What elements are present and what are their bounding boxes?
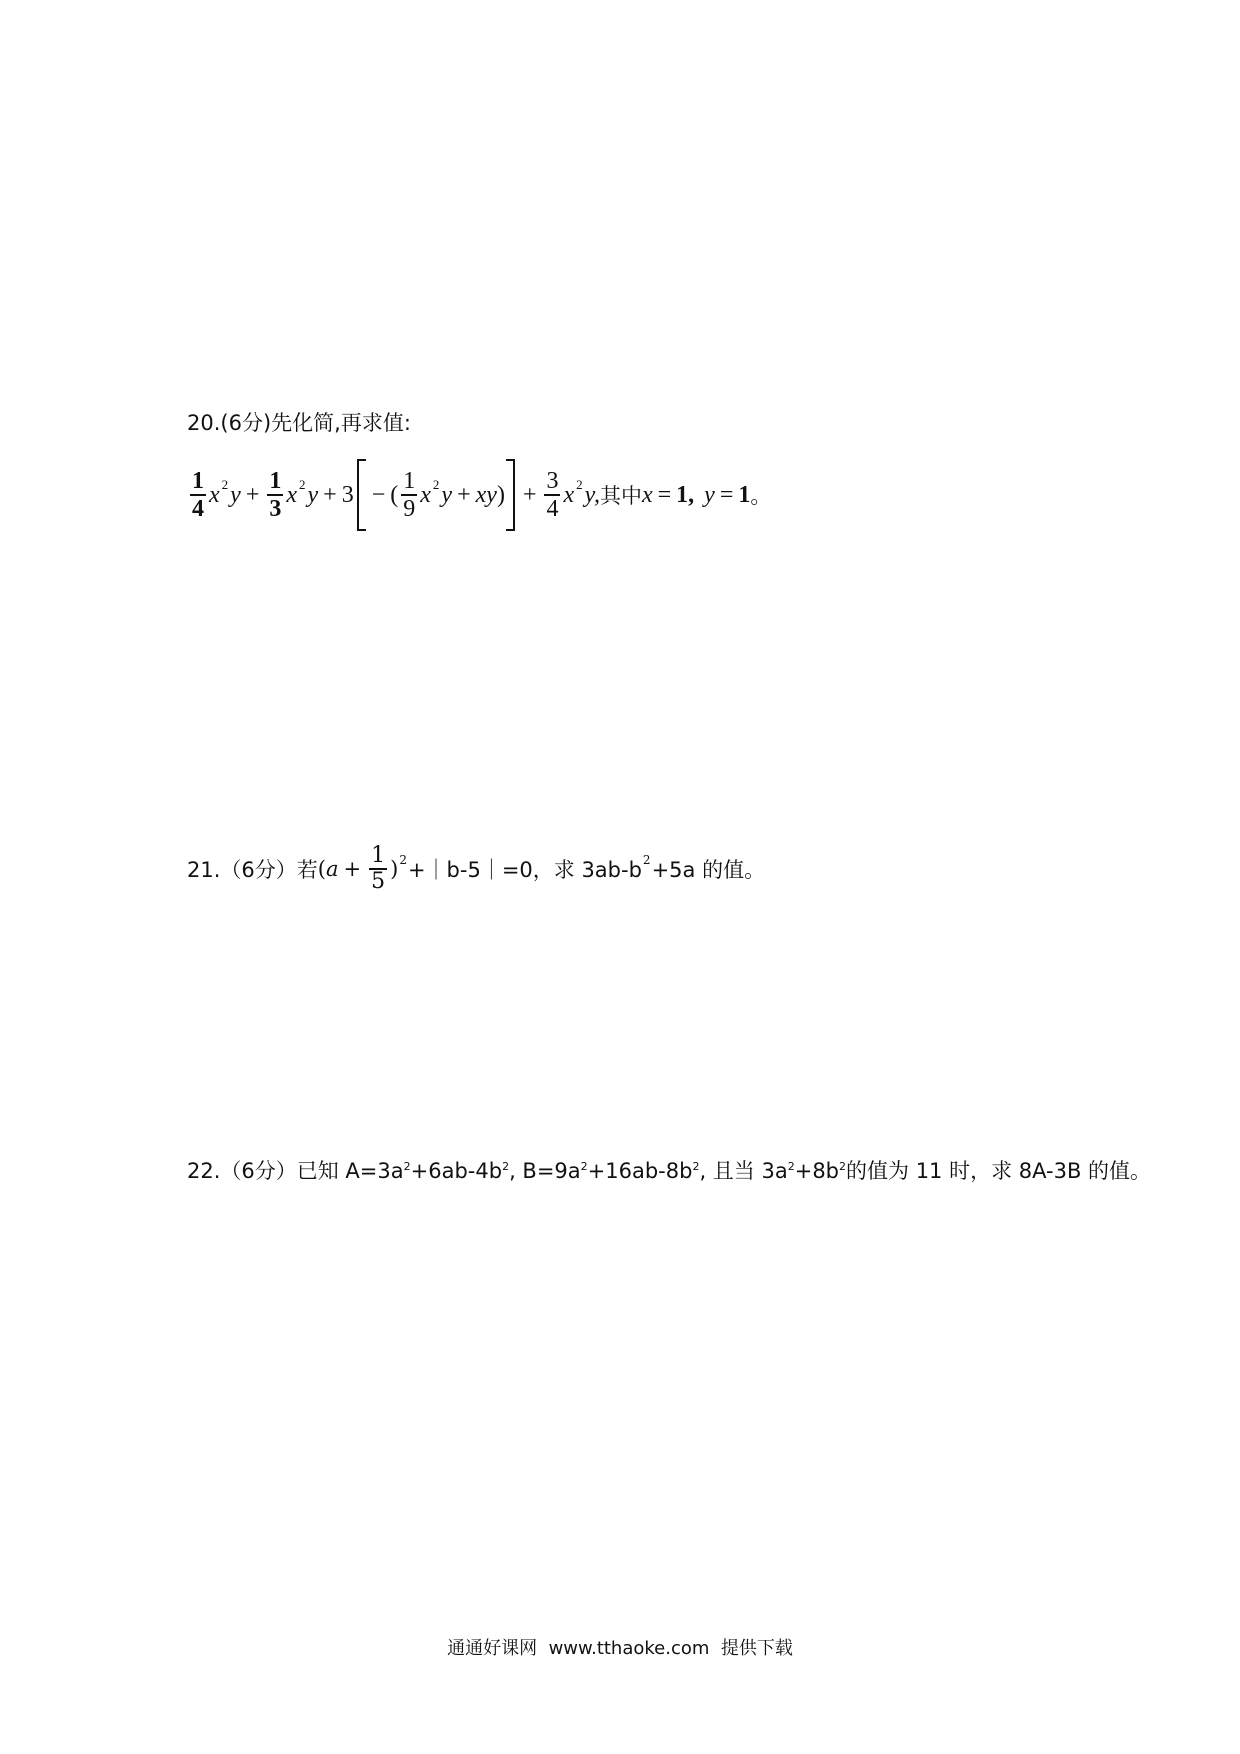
exponent: 2 <box>299 477 306 492</box>
exponent: 2 <box>576 477 583 492</box>
question-21-prefix: 21.（6分）若 <box>187 858 318 882</box>
term-xy: xy <box>475 481 497 508</box>
fraction-denominator: 5 <box>371 868 386 894</box>
plus-sign: + <box>457 481 471 508</box>
variable-x: x <box>286 481 298 508</box>
question-21 <box>187 838 765 900</box>
fraction-one-quarter <box>190 468 206 522</box>
minus-sign: − <box>371 481 386 508</box>
variable-y-comma: y, <box>584 481 600 508</box>
end-mark: 。 <box>750 484 772 508</box>
exponent: 2 <box>221 477 229 492</box>
fraction-denominator: 4 <box>192 495 204 522</box>
variable-x: x <box>563 481 575 508</box>
question-20-expression <box>187 455 771 535</box>
exponent: 2 <box>839 1160 847 1173</box>
equals-sign: = <box>719 481 734 508</box>
condition-y-value: 1 <box>738 481 751 508</box>
question-22-part: +6ab-4b <box>410 1159 503 1183</box>
close-paren: ) <box>496 481 505 508</box>
question-22 <box>187 1157 1151 1189</box>
condition-variable-y: y <box>704 481 715 508</box>
fraction-three-quarters <box>544 468 560 522</box>
variable-a: a <box>325 857 339 881</box>
question-21-suffix: +5a 的值。 <box>651 858 766 882</box>
question-22-part: +16ab-8b <box>587 1159 693 1183</box>
question-22-part: 22.（6分）已知 A=3a <box>187 1159 404 1183</box>
variable-y: y <box>307 481 319 508</box>
question-20-title: 20.(6分)先化简,再求值: <box>187 411 411 435</box>
close-paren: ) <box>390 857 399 881</box>
page-footer: 通通好课网 www.tthaoke.com 提供下载 <box>447 1638 793 1659</box>
plus-sign: + <box>323 481 337 508</box>
fraction-denominator: 4 <box>546 495 559 522</box>
question-22-part: , B=9a <box>509 1159 581 1183</box>
exponent: 2 <box>403 1160 411 1173</box>
question-22-part: 的值为 11 时，求 8A-3B 的值。 <box>846 1159 1152 1183</box>
exponent: 2 <box>787 1160 795 1173</box>
open-paren: ( <box>317 857 326 881</box>
exponent: 2 <box>432 477 440 492</box>
fraction-one-ninth <box>401 468 417 522</box>
condition-x-value: 1, <box>676 481 695 508</box>
coefficient-three: 3 <box>341 481 354 508</box>
question-21-middle: +｜b-5｜=0，求 3ab-b <box>407 858 642 882</box>
exponent: 2 <box>502 1160 510 1173</box>
exponent: 2 <box>580 1160 588 1173</box>
plus-sign: + <box>522 481 537 508</box>
condition-variable-x: x <box>641 481 653 508</box>
condition-label: 其中 <box>599 484 642 508</box>
fraction-numerator: 1 <box>403 468 416 495</box>
fraction-denominator: 3 <box>269 495 282 522</box>
variable-x: x <box>420 481 431 508</box>
fraction-numerator: 3 <box>546 468 559 495</box>
fraction-one-third <box>267 468 283 522</box>
fraction-one-fifth <box>369 844 387 894</box>
square-bracket-group <box>357 459 515 531</box>
variable-y: y <box>230 481 241 508</box>
fraction-denominator: 9 <box>403 495 416 522</box>
plus-sign: + <box>245 481 260 508</box>
question-22-part: +8b <box>794 1159 840 1183</box>
equals-sign: = <box>657 481 672 508</box>
question-22-part: , 且当 3a <box>699 1159 788 1183</box>
exponent: 2 <box>642 853 651 867</box>
open-paren: ( <box>390 481 399 508</box>
fraction-numerator: 1 <box>371 843 386 869</box>
fraction-numerator: 1 <box>192 468 204 495</box>
variable-y: y <box>441 481 453 508</box>
fraction-numerator: 1 <box>269 468 282 495</box>
plus-sign: + <box>343 857 362 881</box>
variable-x: x <box>209 481 220 508</box>
exponent: 2 <box>399 853 407 867</box>
exponent: 2 <box>692 1160 700 1173</box>
